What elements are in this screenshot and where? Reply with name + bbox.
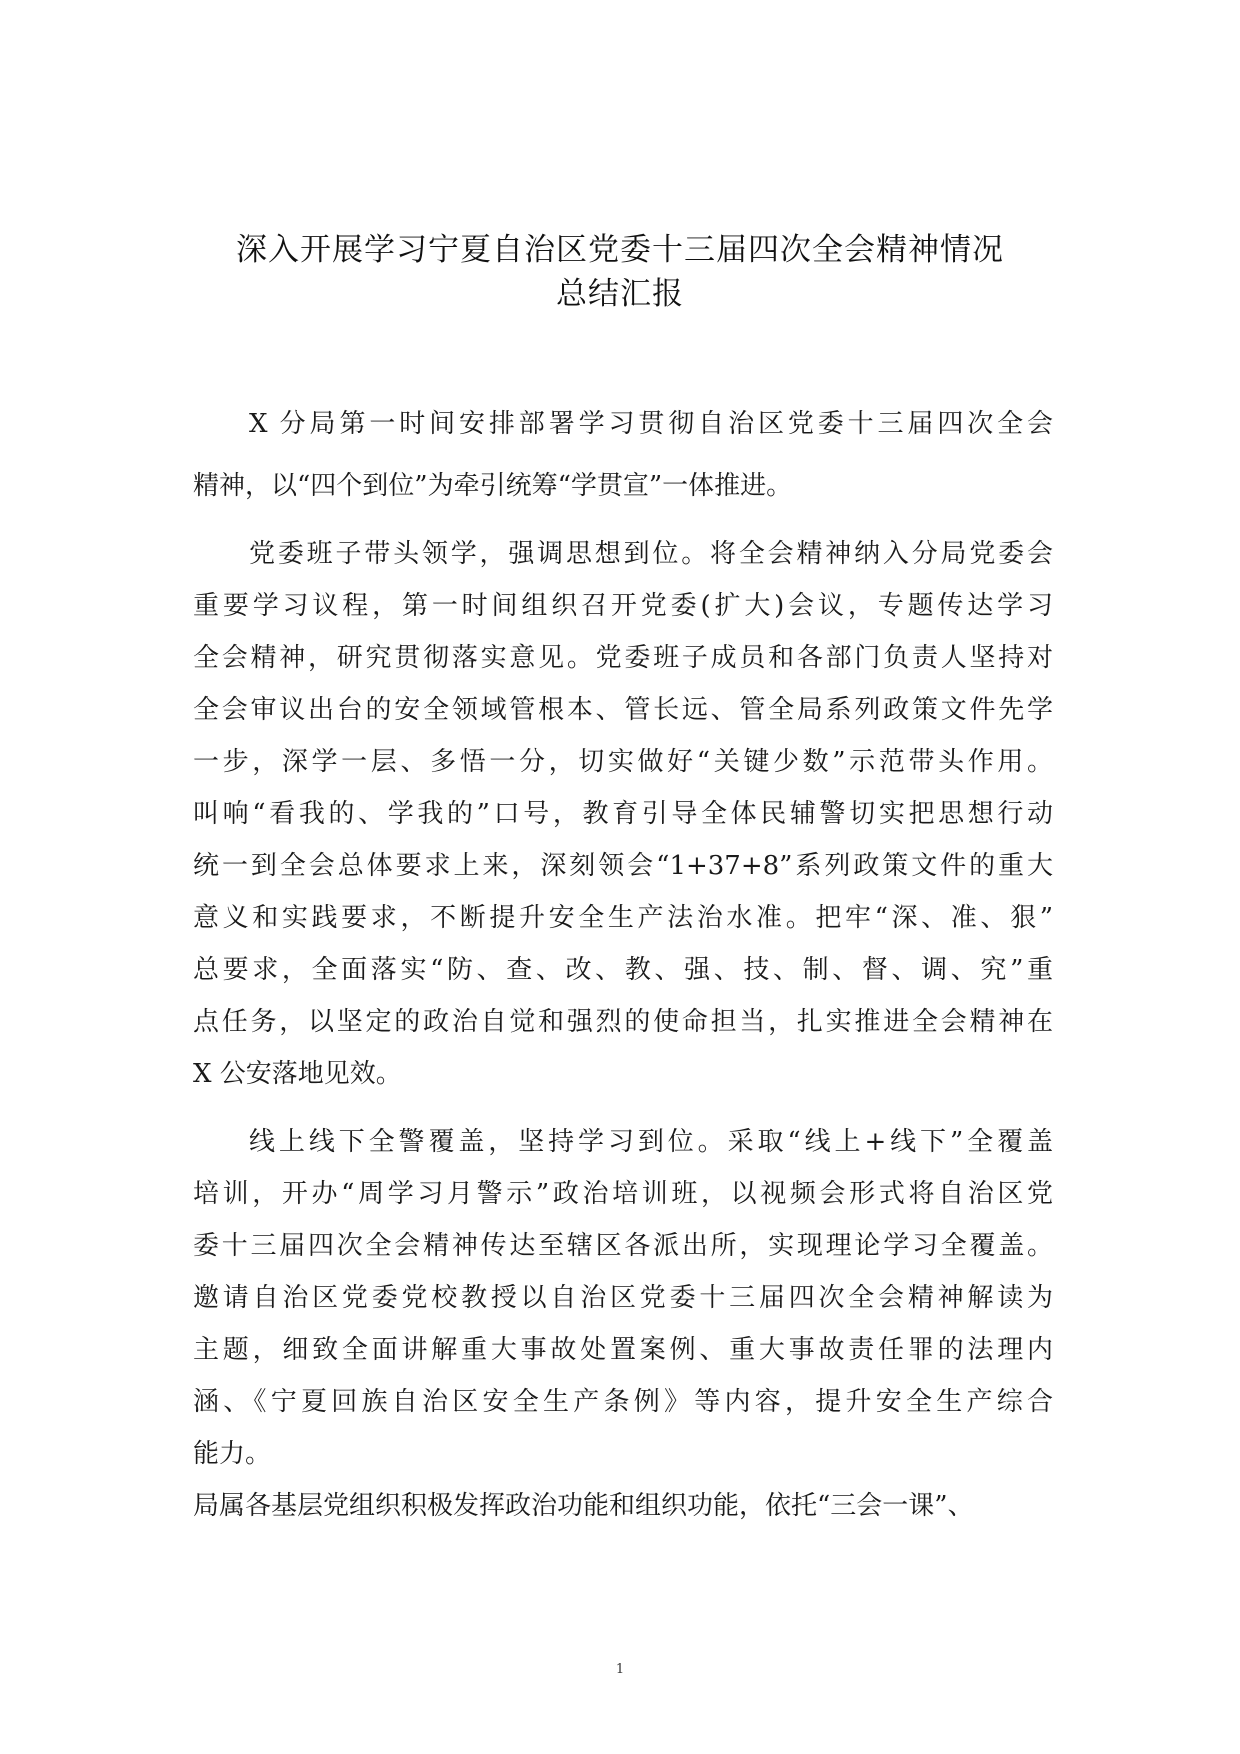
- paragraph-line: 线上线下全警覆盖，坚持学习到位。采取“线上+线下”全覆盖: [249, 1127, 1053, 1157]
- document-title: [180, 228, 1060, 316]
- paragraph-line: X 公安落地见效。: [193, 1059, 402, 1089]
- paragraph-line: X 分局第一时间安排部署学习贯彻自治区党委十三届四次全会: [249, 409, 1053, 439]
- paragraph-line: 能力。: [193, 1439, 272, 1469]
- paragraph-leadership-study: [193, 528, 1053, 1100]
- paragraph-line: 主题，细致全面讲解重大事故处置案例、重大事故责任罪的法理内: [193, 1335, 1053, 1365]
- page-number: 1: [615, 1662, 625, 1677]
- document-body: [193, 398, 1053, 1532]
- paragraph-line: 意义和实践要求，不断提升安全生产法治水准。把牢“深、准、狠”: [193, 903, 1053, 933]
- paragraph-line: 总要求，全面落实“防、查、改、教、强、技、制、督、调、究”重: [193, 955, 1053, 985]
- title-line-2: 总结汇报: [556, 276, 684, 312]
- paragraph-intro: [193, 398, 1053, 512]
- paragraph-line: 局属各基层党组织积极发挥政治功能和组织功能，依托“三会一课”、: [193, 1491, 974, 1521]
- paragraph-line: 培训，开办“周学习月警示”政治培训班，以视频会形式将自治区党: [193, 1179, 1053, 1209]
- paragraph-line: 全会审议出台的安全领域管根本、管长远、管全局系列政策文件先学: [193, 695, 1053, 725]
- paragraph-full-coverage-training: [193, 1116, 1053, 1480]
- paragraph-line: 一步，深学一层、多悟一分，切实做好“关键少数”示范带头作用。: [193, 747, 1053, 777]
- paragraph-line: 邀请自治区党委党校教授以自治区党委十三届四次全会精神解读为: [193, 1283, 1053, 1313]
- paragraph-line: 全会精神，研究贯彻落实意见。党委班子成员和各部门负责人坚持对: [193, 643, 1053, 673]
- paragraph-line: 委十三届四次全会精神传达至辖区各派出所，实现理论学习全覆盖。: [193, 1231, 1053, 1261]
- paragraph-line: 重要学习议程，第一时间组织召开党委(扩大)会议，专题传达学习: [193, 591, 1053, 621]
- paragraph-line: 精神，以“四个到位”为牵引统筹“学贯宣”一体推进。: [193, 471, 793, 501]
- title-line-1: 深入开展学习宁夏自治区党委十三届四次全会精神情况: [236, 232, 1004, 268]
- paragraph-line: 涵、《宁夏回族自治区安全生产条例》等内容，提升安全生产综合: [193, 1387, 1053, 1417]
- paragraph-grassroots-organizations: [193, 1480, 1053, 1532]
- paragraph-line: 点任务，以坚定的政治自觉和强烈的使命担当，扎实推进全会精神在: [193, 1007, 1053, 1037]
- paragraph-line: 党委班子带头领学，强调思想到位。将全会精神纳入分局党委会: [249, 539, 1053, 569]
- paragraph-line: 叫响“看我的、学我的”口号，教育引导全体民辅警切实把思想行动: [193, 799, 1053, 829]
- paragraph-line: 统一到全会总体要求上来，深刻领会“1+37+8”系列政策文件的重大: [193, 851, 1053, 881]
